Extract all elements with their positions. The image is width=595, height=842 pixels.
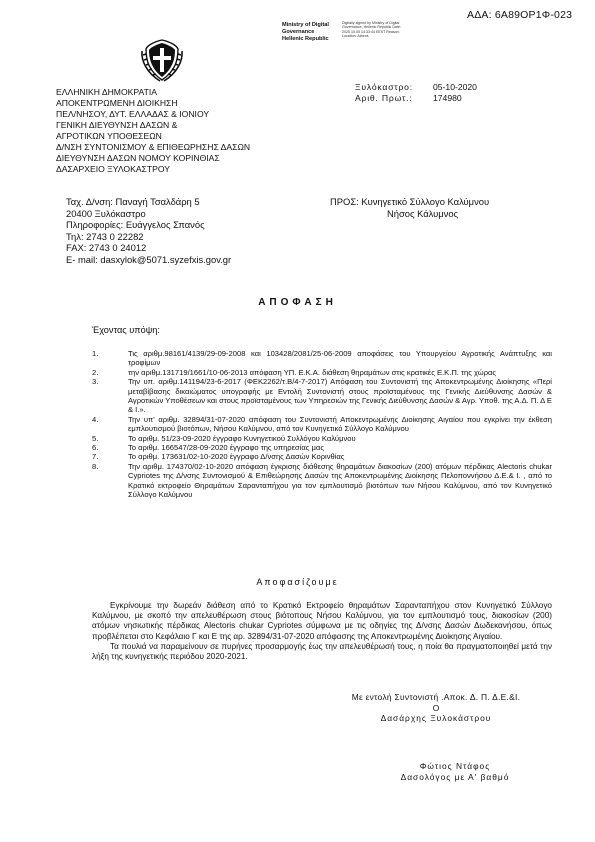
considerations-intro: Έχοντας υπόψη: (92, 325, 160, 335)
officer-name: Φώτιος Ντάφος (419, 761, 491, 771)
contact-email: E- mail: dasxylok@5071.syzefxis.gov.gr (66, 253, 232, 265)
ref-number: 1. (92, 349, 99, 358)
signature-line: Με εντολή Συντονιστή .Αποκ. Δ. Π. Δ.Ε.&Ι. (351, 692, 521, 702)
recipient-line: ΠΡΟΣ: Κυνηγετικό Σύλλογο Καλύμνου (330, 196, 490, 207)
officer-rank: Δασολόγος με Α' βαθμό (400, 771, 510, 782)
document-title: ΑΠΟΦΑΣΗ (258, 297, 337, 308)
contact-line: Τηλ: 2743 0 22282 (66, 230, 144, 242)
list-item (92, 443, 552, 452)
ref-number: 2. (92, 367, 99, 377)
decision-heading: Αποφασίζουμε (256, 577, 339, 587)
signature-line: Δασάρχης Ξυλοκάστρου (380, 713, 492, 723)
ref-text: Το αριθμ. 173631/02-10-2020 έγγραφο Δ/νσης Δασών Κορινθίας (128, 452, 345, 462)
ref-number: 8. (92, 461, 99, 471)
decision-paragraph: Τα πουλιά να παραμείνουν σε πυρήνες προσαρμογής έως την απελευθέρωσή τους, η ποία θα πραγματοποιηθεί μετά την λήξη της κυνηγετικής περιόδου 2020-2021. (92, 641, 552, 662)
list-item (92, 349, 552, 368)
authority-line: ΑΓΡΟΤΙΚΩΝ ΥΠΟΘΕΣΕΩΝ (56, 131, 162, 141)
ministry-label (282, 22, 329, 43)
list-item (92, 377, 552, 415)
ref-text: Το αριθμ. 166547/28-09-2020 έγγραφο της υπηρεσίας μας (128, 443, 324, 453)
digital-signature-stamp: Digitally signed by Ministry of Digital Governance, Hellenic Republic Date: 2020.10.05 14:33:44 EEST Reason: Location: Athens (342, 21, 401, 38)
contact-line: Ταχ. Δ/νση: Παναγή Τσαλδάρη 5 (66, 196, 200, 207)
signature-line: Ο (432, 702, 440, 713)
list-item (92, 462, 552, 500)
authority-line: Δ/ΝΣΗ ΣΥΝΤΟΝΙΣΜΟΥ & ΕΠΙΘΕΩΡΗΣΗΣ ΔΑΣΩΝ (56, 142, 251, 152)
decision-body (92, 601, 552, 662)
authority-line: ΔΙΕΥΘΥΝΣΗ ΔΑΣΩΝ ΝΟΜΟΥ ΚΟΡΙΝΘΙΑΣ (56, 153, 220, 163)
ref-text: την αριθμ.131719/1661/10-06-2013 απόφαση ΥΠ. Ε.Κ.Α. διάθεση θηραμάτων στις κρατικές Ε.Κ.Π. της χώρας (128, 367, 497, 377)
authority-line: ΔΑΣΑΡΧΕΙΟ ΞΥΛΟΚΑΣΤΡΟΥ (56, 164, 170, 174)
protocol-info (355, 82, 477, 104)
ada-code: ΑΔΑ: 6Α89ΟΡ1Φ-023 (467, 9, 573, 21)
ref-text: Την υπ. αριθμ.141194/23-6-2017 (ΦΕΚ2262/τ.Β/4-7-2017) Απόφαση του Συντονιστή της Αποκεντρωμένης Διοίκησης «Περί μεταβίβασης δικαιώματος υπογραφής με Εντολή Συντονιστή στους προϊσταμένους της Γενικής Διεύθυνσης Δασών & Αγροτικών Υποθέσεων και στους προϊσταμένους των Υπηρεσιών της Γενικής Διεύθυνσης Δασών & Αγρ. Υποθ. της Α.Δ. Π. Δ Ε & Ι.». (128, 377, 553, 415)
recipient-line: Νήσος Κάλυμνος (387, 207, 459, 219)
ref-text: Το αριθμ. 51/23-09-2020 έγγραφο Κυνηγετικού Συλλόγου Καλύμνου (128, 433, 356, 443)
ref-number: 3. (92, 377, 99, 387)
protocol-number: 174980 (433, 93, 462, 103)
signing-officer (380, 761, 530, 782)
place-label: Ξυλόκαστρο: (355, 82, 413, 92)
ref-number: 7. (92, 452, 99, 462)
contact-details (66, 196, 231, 266)
ref-text: Τις αριθμ.98161/4139/29-09-2008 και 103428/2081/25-06-2009 αποφάσεις του Υπουργείου Αγροτικής Ανάπτυξης και τροφίμων (128, 349, 552, 368)
ministry-line: Hellenic Republic (282, 36, 329, 42)
signature-block (300, 692, 572, 724)
authority-line: ΕΛΛΗΝΙΚΗ ΔΗΜΟΚΡΑΤΙΑ (56, 87, 157, 97)
contact-line: 20400 Ξυλόκαστρο (66, 207, 146, 219)
list-item (92, 415, 552, 434)
ref-number: 5. (92, 433, 99, 443)
references-list (92, 349, 552, 500)
ref-text: Την αριθμ. 174370/02-10-2020 απόφαση έγκρισης διάθεσης θηραμάτων διακοσίων (200) ατόμων πέρδικας Alectoris chukar Cypriotes της Δ/νσης Συντονισμού & Επιθεώρησης Δασών της Αποκεντρωμένης Διοίκησης Πελοποννήσου Δ.Ε.& Ι. , από το Κρατικό εκτροφείο Θηραμάτων Σαρανταπήχου για τον εμπλουτισμό βιοτόπων των Νήσου Καλύμνου, από τον Κυνηγετικό Σύλλογο Καλύμνου (128, 461, 552, 500)
authority-line: ΑΠΟΚΕΝΤΡΩΜΕΝΗ ΔΙΟΙΚΗΣΗ (56, 98, 178, 108)
hellenic-republic-emblem-icon (139, 37, 185, 83)
ref-number: 4. (92, 414, 99, 424)
ministry-line: Governance (282, 29, 315, 35)
ministry-line: Ministry of Digital (282, 22, 329, 28)
protocol-number-label: Αριθ. Πρωτ.: (355, 93, 413, 103)
contact-line: Πληροφορίες: Ευάγγελος Σπανός (66, 219, 205, 231)
list-item (92, 368, 552, 377)
issuing-authority (56, 87, 250, 175)
decision-paragraph: Εγκρίνουμε την δωρεάν διάθεση από το Κρατικό Εκτροφείο θηραμάτων Σαρανταπήχου στον Κυνηγετικό Σύλλογο Καλύμνου, με σκοπό την απελευθέρωση στους βιότοπους Νήσου Καλύμνου, για τον εμπλουτισμό τους, διακοσίων (200) ατόμων νησιωτικής πέρδικας Alectoris chukar Cypriotes σύμφωνα με τις οδηγίες της Δ/νσης Δασών Δωδεκανήσου, όπως προβλέπεται στο Κεφάλαιο Γ και Ε της αρ. 32894/31-07-2020 απόφασης της Αποκεντρωμένης Διοίκησης Αιγαίου. (92, 601, 552, 641)
document-date: 05-10-2020 (433, 82, 477, 92)
authority-line: ΠΕΛ/ΝΗΣΟΥ, ΔΥΤ. ΕΛΛΑΔΑΣ & ΙΟΝΙΟΥ (56, 109, 210, 119)
list-item (92, 452, 552, 461)
list-item (92, 434, 552, 443)
ref-text: Την υπ' αριθμ. 32894/31-07-2020 απόφαση του Συντονιστή Αποκεντρωμένης Διοίκησης Αιγαίου που εγκρίνει την έκθεση εμπλουτισμού βιοτόπων, Νήσου Καλύμνου, από τον Κυνηγετικό Σύλλογο Καλύμνου (128, 414, 552, 434)
contact-line: FAX: 2743 0 24012 (66, 242, 147, 254)
authority-line: ΓΕΝΙΚΗ ΔΙΕΥΘΥΝΣΗ ΔΑΣΩΝ & (56, 120, 178, 130)
ref-number: 6. (92, 443, 99, 453)
recipient-block (330, 196, 489, 219)
